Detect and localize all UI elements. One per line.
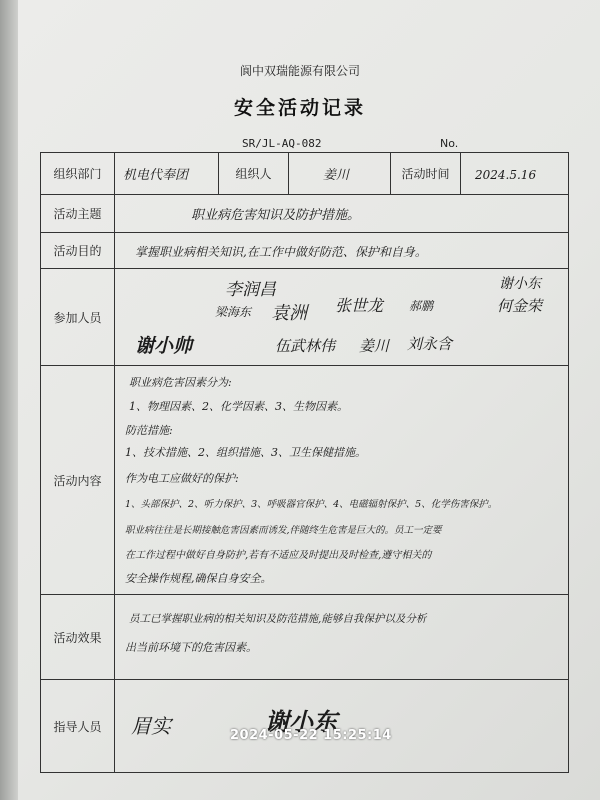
participant-signature: 李润昌 xyxy=(225,280,276,300)
participants-cell xyxy=(115,269,569,366)
content-line: 1、物理因素、2、化学因素、3、生物因素。 xyxy=(129,400,348,413)
number-label: No. xyxy=(440,137,459,150)
record-table xyxy=(40,152,569,773)
theme-value: 职业病危害知识及防护措施。 xyxy=(191,208,361,223)
theme-label: 活动主题 xyxy=(41,195,115,233)
content-line: 1、头部保护、2、听力保护、3、呼吸器官保护、4、电磁辐射保护、5、化学伤害保护。 xyxy=(125,499,498,510)
purpose-value-cell xyxy=(115,233,569,269)
content-line: 作为电工应做好的保护: xyxy=(125,472,239,485)
participant-signature: 伍武林伟 xyxy=(275,337,336,355)
participant-signature: 刘永含 xyxy=(407,335,453,353)
content-label: 活动内容 xyxy=(41,366,115,595)
participant-signature: 谢小东 xyxy=(499,276,541,292)
time-label: 活动时间 xyxy=(391,153,461,195)
photo-timestamp: 2024-05-22 15:25:14 xyxy=(230,728,392,743)
organizer-value: 姜川 xyxy=(323,168,350,183)
effect-cell xyxy=(115,595,569,680)
participant-signature: 姜川 xyxy=(359,337,390,355)
org-value-cell xyxy=(115,153,219,195)
table-row xyxy=(41,595,569,680)
table-row xyxy=(41,153,569,195)
guide-cell xyxy=(115,680,569,773)
org-value: 机电代奉团 xyxy=(123,168,189,183)
binding-edge xyxy=(0,0,18,800)
participant-signature: 何金荣 xyxy=(497,297,543,315)
document-title: 安全活动记录 xyxy=(233,97,366,119)
organizer-value-cell xyxy=(289,153,391,195)
table-row xyxy=(41,366,569,595)
content-line: 职业病往往是长期接触危害因素而诱发,伴随终生危害是巨大的。员工一定要 xyxy=(125,525,442,536)
content-line: 防范措施: xyxy=(125,424,173,437)
participant-signature: 谢小帅 xyxy=(135,335,193,357)
guide-label: 指导人员 xyxy=(41,680,115,773)
table-row xyxy=(41,680,569,773)
participant-signature: 郝鹏 xyxy=(409,299,434,313)
guide-signature: 眉实 xyxy=(131,714,171,738)
participant-signature: 袁洲 xyxy=(271,303,307,324)
guide-signature: 谢小东 xyxy=(265,707,337,736)
time-value-cell xyxy=(461,153,569,195)
table-row xyxy=(41,233,569,269)
time-value: 2024.5.16 xyxy=(475,168,537,182)
effect-line: 员工已掌握职业病的相关知识及防范措施,能够自我保护以及分析 xyxy=(129,613,427,625)
table-row xyxy=(41,269,569,366)
participant-signature: 张世龙 xyxy=(335,296,384,315)
content-cell xyxy=(115,366,569,595)
participant-signature: 梁海东 xyxy=(215,305,252,319)
content-line: 在工作过程中做好自身防护,若有不适应及时提出及时检查,遵守相关的 xyxy=(125,550,432,561)
content-line: 安全操作规程,确保自身安全。 xyxy=(125,572,272,585)
table-row xyxy=(41,195,569,233)
purpose-value: 掌握职业病相关知识,在工作中做好防范、保护和自身。 xyxy=(135,245,427,259)
effect-label: 活动效果 xyxy=(41,595,115,680)
content-line: 1、技术措施、2、组织措施、3、卫生保健措施。 xyxy=(125,446,366,459)
organizer-label: 组织人 xyxy=(219,153,289,195)
org-label: 组织部门 xyxy=(41,153,115,195)
theme-value-cell xyxy=(115,195,569,233)
company-name: 阆中双瑞能源有限公司 xyxy=(239,64,360,78)
purpose-label: 活动目的 xyxy=(41,233,115,269)
form-code: SR/JL-AQ-082 xyxy=(242,137,322,150)
participants-label: 参加人员 xyxy=(41,269,115,366)
content-line: 职业病危害因素分为: xyxy=(129,376,232,389)
effect-line: 出当前环境下的危害因素。 xyxy=(125,641,257,654)
